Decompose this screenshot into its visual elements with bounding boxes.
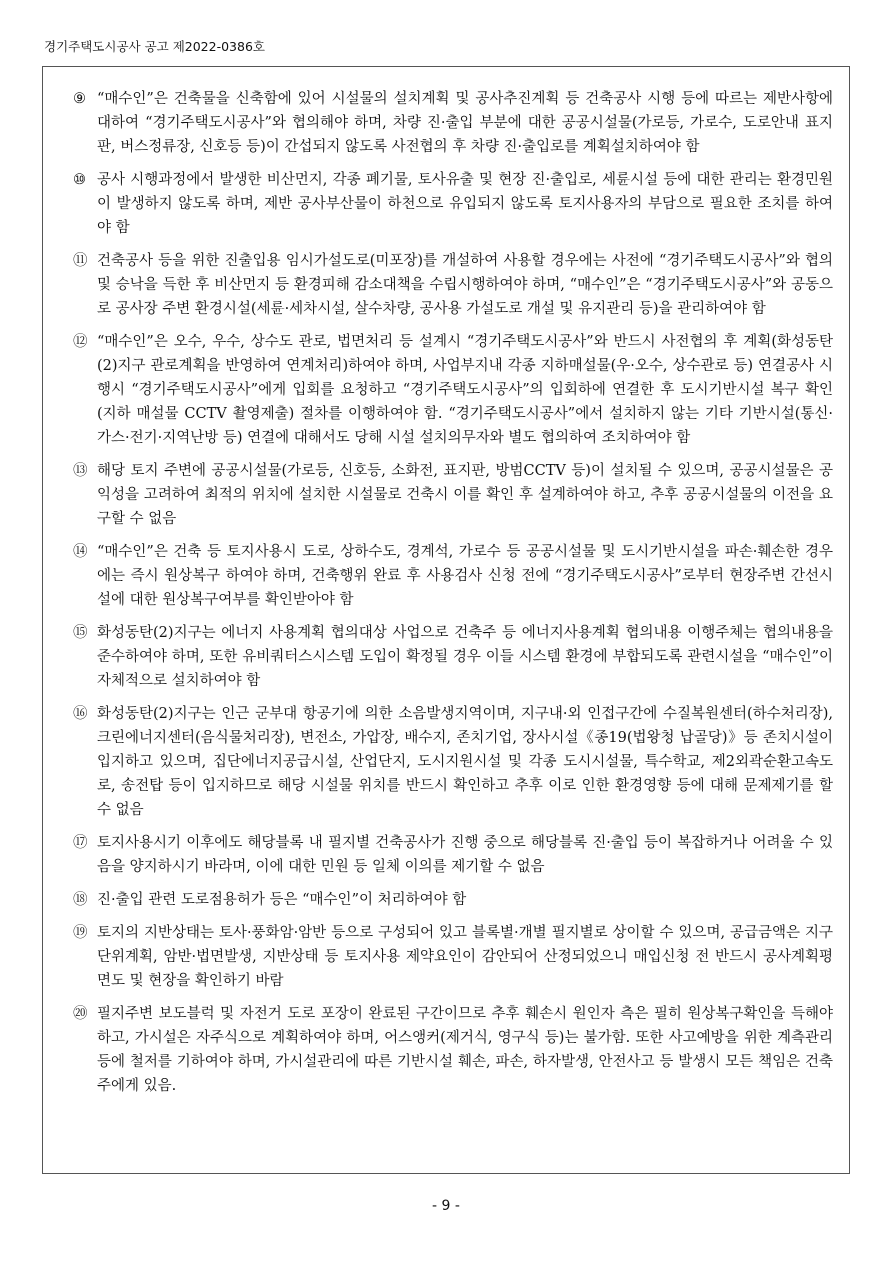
clause-text: “매수인”은 오수, 우수, 상수도 관로, 법면처리 등 설계시 “경기주택도시공사”와 반드시 사전협의 후 계획(화성동탄(2)지구 관로계획을 반영하여 연계처리)하여야 하며, 사업부지내 각종 지하매설물(우·오수, 상수관로 등) 연결공사 시행시 “경기주택도시공사”에게 입회를 요청하고 “경기주택도시공사”의 입회하에 연결한 후 도시기반시설 복구 확인(지하 매설물 CCTV 촬영제출) 절차를 이행하여야 함. “경기주택도시공사”에서 설치하지 않는 기타 기반시설(통신·가스·전기·지역난방 등) 연결에 대해서도 당해 시설 설치의무자와 별도 협의하여 조치하여야 함 (97, 334, 833, 446)
clause-item (73, 831, 833, 879)
clause-item (73, 702, 833, 822)
clause-text: 필지주변 보도블럭 및 자전거 도로 포장이 완료된 구간이므로 추후 훼손시 원인자 측은 필히 원상복구확인을 득해야하고, 가시설은 자주식으로 계획하여야 하며, 어스앵커(제거식, 영구식 등)는 불가함. 또한 사고예방을 위한 계측관리 등에 철저를 기하여야 하며, 가시설관리에 따른 기반시설 훼손, 파손, 하자발생, 안전사고 등 발생시 모든 책임은 건축주에게 있음. (97, 1006, 833, 1094)
clause-text: 화성동탄(2)지구는 인근 군부대 항공기에 의한 소음발생지역이며, 지구내·외 인접구간에 수질복원센터(하수처리장), 크린에너지센터(음식물처리장), 변전소, 가압장, 배수지, 존치기업, 장사시설《종19(법왕청 납골당)》등 존치시설이 입지하고 있으며, 집단에너지공급시설, 산업단지, 도시지원시설 및 각종 도시시설물, 특수학교, 제2외곽순환고속도로, 송전탑 등이 입지하므로 해당 시설물 위치를 반드시 확인하고 추후 이로 인한 환경영향 등에 대해 문제제기를 할 수 없음 (97, 706, 833, 818)
clause-item (73, 459, 833, 531)
clause-text: “매수인”은 건축물을 신축함에 있어 시설물의 설치계획 및 공사추진계획 등 건축공사 시행 등에 따르는 제반사항에 대하여 “경기주택도시공사”와 협의해야 하며, 차량 진·출입 부분에 대한 공공시설물(가로등, 가로수, 도로안내 표지판, 버스정류장, 신호등 등)이 간섭되지 않도록 사전협의 후 차량 진·출입로를 계획설치하여야 함 (97, 91, 833, 155)
clause-item (73, 249, 833, 321)
clause-number: ⑯ (73, 706, 88, 722)
clause-number: ⑱ (73, 892, 88, 908)
clause-text: 화성동탄(2)지구는 에너지 사용계획 협의대상 사업으로 건축주 등 에너지사용계획 협의내용 이행주체는 협의내용을 준수하여야 하며, 또한 유비쿼터스시스템 도입이 확정될 경우 이들 시스템 환경에 부합되도록 관련시설을 “매수인”이 자체적으로 설치하여야 함 (97, 625, 833, 689)
notice-number: 경기주택도시공사 공고 제2022-0386호 (44, 39, 265, 54)
clause-item (73, 921, 833, 993)
clause-number: ⑩ (73, 172, 86, 188)
clause-item (73, 168, 833, 240)
clause-number: ⑪ (73, 253, 88, 269)
clause-text: 토지의 지반상태는 토사·풍화암·암반 등으로 구성되어 있고 블록별·개별 필지별로 상이할 수 있으며, 공급금액은 지구단위계획, 암반·법면발생, 지반상태 등 토지사용 제약요인이 감안되어 산정되었으니 매입신청 전 반드시 공사계획평면도 및 현장을 확인하기 바람 (97, 925, 833, 989)
clause-text: 공사 시행과정에서 발생한 비산먼지, 각종 폐기물, 토사유출 및 현장 진·출입로, 세륜시설 등에 대한 관리는 환경민원이 발생하지 않도록 하며, 제반 공사부산물이 하천으로 유입되지 않도록 토지사용자의 부담으로 필요한 조치를 하여야 함 (97, 172, 833, 236)
clause-text: 진·출입 관련 도로점용허가 등은 “매수인”이 처리하여야 함 (97, 892, 467, 908)
clause-number: ⑭ (73, 544, 88, 560)
clause-text: 토지사용시기 이후에도 해당블록 내 필지별 건축공사가 진행 중으로 해당블록 진·출입 등이 복잡하거나 어려울 수 있음을 양지하시기 바라며, 이에 대한 민원 등 일체 이의를 제기할 수 없음 (97, 835, 833, 875)
clause-item (73, 540, 833, 612)
clause-number: ⑬ (73, 463, 88, 479)
clause-number: ⑲ (73, 925, 88, 941)
clause-item (73, 1002, 833, 1098)
content-frame (42, 66, 850, 1174)
clause-text: 해당 토지 주변에 공공시설물(가로등, 신호등, 소화전, 표지판, 방범CCTV 등)이 설치될 수 있으며, 공공시설물은 공익성을 고려하여 최적의 위치에 설치한 시설물로 건축시 이를 확인 후 설계하여야 하고, 추후 공공시설물의 이전을 요구할 수 없음 (97, 463, 833, 527)
clause-number: ⑳ (73, 1006, 88, 1022)
clause-list (73, 87, 833, 1107)
clause-number: ⑫ (73, 334, 88, 350)
page-number: - 9 - (432, 1198, 460, 1214)
clause-text: 건축공사 등을 위한 진출입용 임시가설도로(미포장)를 개설하여 사용할 경우에는 사전에 “경기주택도시공사”와 협의 및 승낙을 득한 후 비산먼지 등 환경피해 감소대책을 수립시행하여야 하며, “매수인”은 “경기주택도시공사”와 공동으로 공사장 주변 환경시설(세륜·세차시설, 살수차량, 공사용 가설도로 개설 및 유지관리 등)을 관리하여야 함 (97, 253, 833, 317)
clause-number: ⑨ (73, 91, 86, 107)
clause-item (73, 888, 833, 912)
clause-number: ⑮ (73, 625, 88, 641)
clause-item (73, 87, 833, 159)
clause-text: “매수인”은 건축 등 토지사용시 도로, 상하수도, 경계석, 가로수 등 공공시설물 및 도시기반시설을 파손·훼손한 경우에는 즉시 원상복구 하여야 하며, 건축행위 완료 후 사용검사 신청 전에 “경기주택도시공사”로부터 현장주변 간선시설에 대한 원상복구여부를 확인받아야 함 (97, 544, 833, 608)
clause-number: ⑰ (73, 835, 88, 851)
clause-item (73, 330, 833, 450)
clause-item (73, 621, 833, 693)
